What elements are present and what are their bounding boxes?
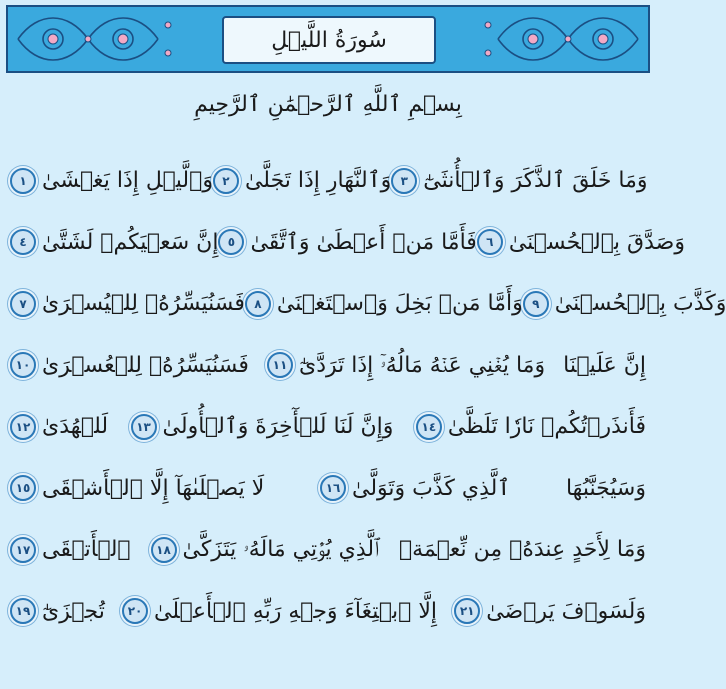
ayah-number-marker: ٥ [218, 229, 244, 255]
surah-title-box [222, 16, 436, 64]
ayah-number-marker: ٢١ [454, 598, 480, 624]
verse-chunk [523, 291, 726, 317]
verse-chunk [151, 537, 380, 563]
ayah-number-marker: ٨ [245, 291, 271, 317]
verse-text: وَٱلنَّهَارِ إِذَا تَجَلَّىٰ [244, 168, 392, 194]
ayah-number-marker: ٢ [213, 168, 239, 194]
verse-text: لَلۡهُدَىٰ [42, 414, 109, 440]
floral-ornament-icon [8, 7, 188, 71]
verse-chunk [10, 291, 245, 317]
verse-text: إِنَّ سَعۡيَكُمۡ لَشَتَّىٰ [42, 229, 219, 255]
verse-line [0, 335, 656, 397]
surah-title: سُورَةُ اللَّيۡلِ [271, 27, 387, 53]
verse-text: وَمَا خَلَقَ ٱلذَّكَرَ وَٱلۡأُنثَىٰٓ [423, 168, 648, 194]
ayah-number-marker: ٤ [10, 229, 36, 255]
ayah-number-marker: ٧ [10, 291, 36, 317]
verse-text: ٱلَّذِي يُؤۡتِي مَالَهُۥ يَتَزَكَّىٰ [182, 537, 380, 563]
ayah-number-marker: ١٨ [151, 537, 177, 563]
verse-chunk [245, 291, 523, 317]
verse-chunk [399, 537, 646, 562]
verse-chunk [122, 598, 437, 624]
verse-chunk [131, 414, 394, 440]
verse-chunk [477, 229, 685, 255]
verse-text: وَلَسَوۡفَ يَرۡضَىٰ [486, 598, 646, 624]
verse-chunk [10, 537, 131, 563]
verse-chunk [213, 168, 391, 194]
ayah-number-marker: ١٤ [416, 414, 442, 440]
verse-chunk [218, 229, 476, 255]
verse-line [0, 458, 656, 520]
verse-line [0, 519, 656, 581]
verse-text: وَمَا يُغۡنِي عَنۡهُ مَالُهُۥٓ إِذَا تَرَدَّىٰٓ [298, 352, 546, 378]
ayah-number-marker: ١٦ [320, 475, 346, 501]
verse-chunk [10, 229, 218, 255]
floral-ornament-icon [468, 7, 648, 71]
ayah-number-marker: ١ [10, 168, 36, 194]
verse-line [0, 212, 685, 274]
verse-text: ٱلَّذِي كَذَّبَ وَتَوَلَّىٰ [352, 475, 511, 501]
verse-line [0, 581, 656, 643]
verse-line [0, 150, 656, 212]
ayah-number-marker: ٩ [523, 291, 549, 317]
verse-text: وَكَذَّبَ بِٱلۡحُسۡنَىٰ [554, 291, 726, 317]
verse-text: وَسَيُجَنَّبُهَا [565, 475, 646, 501]
ayah-number-marker: ١٢ [10, 414, 36, 440]
verse-line [0, 273, 726, 335]
verse-text: وَصَدَّقَ بِٱلۡحُسۡنَىٰ [508, 229, 685, 255]
verse-text: وَٱلَّيۡلِ إِذَا يَغۡشَىٰ [42, 168, 213, 194]
verse-text: إِنَّ عَلَيۡنَا [563, 352, 646, 378]
verse-text: وَإِنَّ لَنَا لَلۡأٓخِرَةَ وَٱلۡأُولَىٰ [162, 414, 394, 440]
verse-text: لَا يَصۡلَىٰهَآ إِلَّا ٱلۡأَشۡقَى [42, 475, 265, 501]
verse-chunk [10, 414, 108, 440]
ayah-number-marker: ١١ [267, 352, 293, 378]
ayah-number-marker: ١٠ [10, 352, 36, 378]
verse-chunk [391, 168, 647, 194]
verse-lines [0, 150, 726, 642]
verse-text: فَسَنُيَسِّرُهُۥ لِلۡعُسۡرَىٰ [42, 352, 249, 378]
ayah-number-marker: ٣ [391, 168, 417, 194]
verse-chunk [320, 475, 510, 501]
basmala: بِسۡمِ ٱللَّهِ ٱلرَّحۡمَٰنِ ٱلرَّحِيمِ [194, 92, 462, 117]
ayah-number-marker: ٢٠ [122, 598, 148, 624]
verse-text: فَأَنذَرۡتُكُمۡ نَارٗا تَلَظَّىٰ [447, 414, 646, 440]
ayah-number-marker: ٦ [477, 229, 503, 255]
verse-text: فَسَنُيَسِّرُهُۥ لِلۡيُسۡرَىٰ [42, 291, 245, 317]
verse-chunk [10, 598, 105, 624]
ayah-number-marker: ١٧ [10, 537, 36, 563]
verse-chunk [566, 476, 646, 501]
verse-text: ٱلۡأَتۡقَى [42, 537, 131, 563]
verse-chunk [10, 168, 213, 194]
ayah-number-marker: ١٥ [10, 475, 36, 501]
verse-chunk [454, 598, 646, 624]
ayah-number-marker: ١٩ [10, 598, 36, 624]
verse-text: تُجۡزَىٰٓ [42, 598, 105, 624]
verse-line [0, 396, 656, 458]
ayah-number-marker: ١٣ [131, 414, 157, 440]
surah-header [6, 5, 650, 73]
verse-chunk [563, 353, 646, 378]
verse-chunk [10, 352, 249, 378]
verse-text: إِلَّا ٱبۡتِغَآءَ وَجۡهِ رَبِّهِ ٱلۡأَعۡلَىٰ [154, 598, 438, 624]
verse-text: فَأَمَّا مَنۡ أَعۡطَىٰ وَٱتَّقَىٰ [250, 229, 477, 255]
verse-chunk [10, 475, 264, 501]
verse-chunk [267, 352, 545, 378]
verse-text: وَأَمَّا مَنۢ بَخِلَ وَٱسۡتَغۡنَىٰ [276, 291, 523, 317]
verse-text: وَمَا لِأَحَدٍ عِندَهُۥ مِن نِّعۡمَةٖ [398, 537, 646, 563]
verse-chunk [416, 414, 646, 440]
